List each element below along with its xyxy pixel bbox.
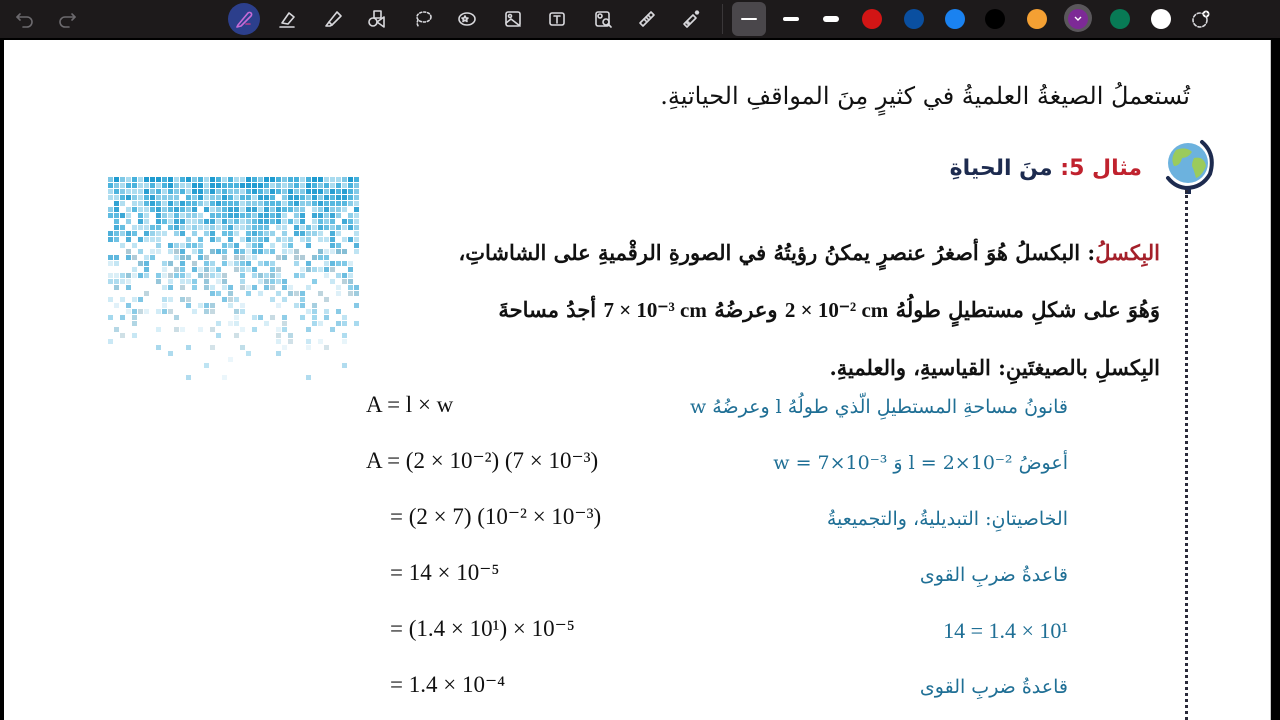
step-equation: A = l × w xyxy=(366,392,454,417)
text-box-icon xyxy=(547,9,567,29)
pen-icon xyxy=(234,9,254,29)
globe-icon xyxy=(1162,136,1218,196)
stroke-medium-icon xyxy=(783,17,799,21)
color-purple[interactable] xyxy=(1068,9,1088,29)
step-note: أعوضُ l = 2×10⁻² وَ w = 7×10⁻³ xyxy=(773,452,1068,474)
sticker-icon xyxy=(457,9,477,29)
intro-text: تُستعملُ الصيغةُ العلميةُ في كثيرٍ مِنَ المواقفِ الحياتيةِ. xyxy=(660,82,1190,110)
chevron-down-icon xyxy=(1074,16,1082,22)
problem-text: : البكسلُ هُوَ أصغرُ عنصرٍ يمكنُ رؤيتُهُ في الصورةِ الرقْميةِ على الشاشاتِ، xyxy=(458,240,1096,265)
step-equation: = 14 × 10⁻⁵ xyxy=(390,560,500,585)
ruler-tool-button[interactable] xyxy=(632,4,662,34)
color-red[interactable] xyxy=(862,9,882,29)
shapes-icon xyxy=(367,9,387,29)
ruler-icon xyxy=(637,9,657,29)
pixel-mosaic-illustration xyxy=(108,177,360,385)
stroke-thick-button[interactable] xyxy=(816,4,846,34)
undo-button[interactable] xyxy=(10,4,40,34)
redo-icon xyxy=(57,9,77,29)
document-page xyxy=(4,40,1271,720)
step-note: قاعدةُ ضربِ القوى xyxy=(919,676,1068,698)
keyword-pixel: البِكسلُ xyxy=(1095,240,1160,265)
pixel-width: 7 × 10⁻³ cm xyxy=(603,298,707,322)
step-equation: = (1.4 × 10¹) × 10⁻⁵ xyxy=(390,616,575,641)
problem-text: وعرضُهُ xyxy=(714,297,778,322)
lasso-icon xyxy=(413,9,433,29)
color-white[interactable] xyxy=(1151,9,1171,29)
add-color-button[interactable] xyxy=(1186,4,1216,34)
stroke-thin-icon xyxy=(741,18,757,20)
laser-pointer-tool-button[interactable] xyxy=(676,4,706,34)
step-note: قاعدةُ ضربِ القوى xyxy=(919,564,1068,586)
stroke-thin-button[interactable] xyxy=(732,2,766,36)
problem-statement xyxy=(360,224,1160,396)
color-blue[interactable] xyxy=(945,9,965,29)
annotation-toolbar xyxy=(0,0,1280,38)
timeline-dotted-line xyxy=(1185,190,1188,720)
example-heading xyxy=(950,156,1142,181)
step-note: الخاصيتانِ: التبديليةُ، والتجميعيةُ xyxy=(826,508,1068,530)
image-search-icon xyxy=(593,9,613,29)
color-green[interactable] xyxy=(1110,9,1130,29)
stroke-thick-icon xyxy=(823,16,839,22)
step-note: 14 = 1.4 × 10¹ xyxy=(943,618,1068,643)
highlighter-tool-button[interactable] xyxy=(318,4,348,34)
stroke-medium-button[interactable] xyxy=(776,4,806,34)
problem-text: وَهُوَ على شكلِ مستطيلٍ طولُهُ xyxy=(895,297,1160,322)
shapes-tool-button[interactable] xyxy=(362,4,392,34)
image-search-tool-button[interactable] xyxy=(588,4,618,34)
image-tool-button[interactable] xyxy=(498,4,528,34)
add-color-icon xyxy=(1191,9,1211,29)
text-tool-button[interactable] xyxy=(542,4,572,34)
problem-text: أجدُ مساحةَ xyxy=(498,297,597,322)
pixel-length: 2 × 10⁻² cm xyxy=(784,298,889,322)
eraser-icon xyxy=(277,9,297,29)
toolbar-separator xyxy=(722,4,723,34)
undo-icon xyxy=(15,9,35,29)
problem-line-1 xyxy=(360,224,1160,281)
color-dark-blue[interactable] xyxy=(904,9,924,29)
problem-line-2 xyxy=(360,281,1160,339)
sticker-tool-button[interactable] xyxy=(452,4,482,34)
highlighter-icon xyxy=(323,9,343,29)
step-equation: = (2 × 7) (10⁻² × 10⁻³) xyxy=(390,504,602,529)
eraser-tool-button[interactable] xyxy=(272,4,302,34)
redo-button[interactable] xyxy=(52,4,82,34)
problem-line-3: البِكسلِ بالصيغتَينِ: القياسيةِ، والعلميةِ. xyxy=(829,355,1160,380)
example-number: مثال 5: xyxy=(1060,156,1142,181)
step-equation: A = (2 × 10⁻²) (7 × 10⁻³) xyxy=(366,448,599,473)
laser-pointer-icon xyxy=(681,9,701,29)
step-equation: = 1.4 × 10⁻⁴ xyxy=(390,672,506,697)
image-icon xyxy=(503,9,523,29)
example-title: منَ الحياةِ xyxy=(949,156,1053,181)
step-note: قانونُ مساحةِ المستطيلِ الّذي طولُهُ l وعرضُهُ w xyxy=(690,396,1068,418)
color-black[interactable] xyxy=(985,9,1005,29)
lasso-tool-button[interactable] xyxy=(408,4,438,34)
pen-tool-button[interactable] xyxy=(228,3,260,35)
color-orange[interactable] xyxy=(1027,9,1047,29)
